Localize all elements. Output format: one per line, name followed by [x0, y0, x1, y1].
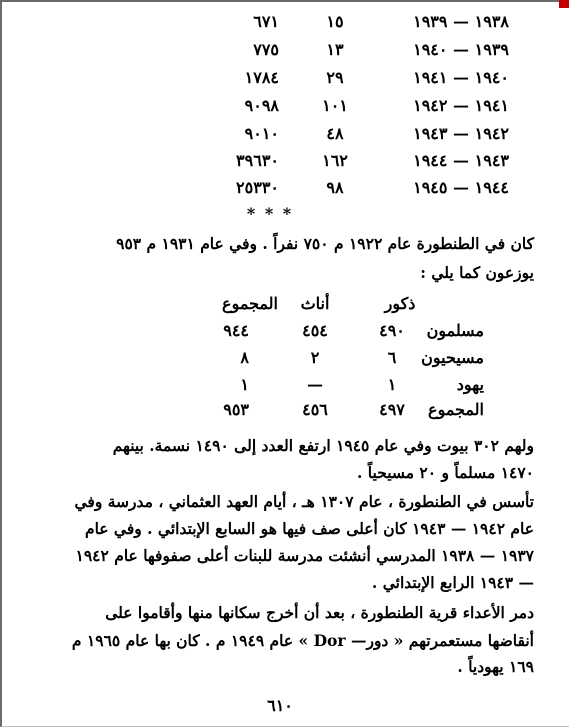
pop-row-total: ٨	[240, 348, 249, 367]
top-table-period: ١٩٤٢ — ١٩٤٣	[413, 124, 509, 143]
pop-row-label: مسلمون	[426, 321, 484, 340]
top-table-value: ٧٧٥	[253, 40, 279, 59]
pop-row-total: ٩٥٣	[223, 400, 249, 419]
pop-header-males: ذكور	[384, 294, 416, 313]
top-table-value: ١٧٨٤	[244, 68, 279, 87]
pop-row-label: مسيحيون	[421, 348, 484, 367]
top-table-period: ١٩٤٤ — ١٩٤٥	[413, 178, 509, 197]
page-number: ٦١٠	[267, 696, 293, 715]
top-table-period: ١٩٤٠ — ١٩٤١	[413, 68, 509, 87]
pop-row-females: ٤٥٦	[302, 400, 328, 419]
para4-line-1: دمر الأعداء قرية الطنطورة ، بعد أن أخرج سكانها منها وأقاموا على	[105, 603, 534, 622]
para2-line-1: ولهم ٣٠٢ بيوت وفي عام ١٩٤٥ ارتفع العدد إلى ١٤٩٠ نسمة. بينهم	[112, 436, 534, 455]
para4-line-2: أنقاضها مستعمرتهم « دور— Dor » عام ١٩٤٩ م . كان بها عام ١٩٦٥ م	[71, 631, 534, 650]
pop-row-females: ٢	[310, 348, 320, 367]
pop-row-total: ١	[240, 375, 249, 394]
top-table-period: ١٩٣٩ — ١٩٤٠	[413, 40, 509, 59]
pop-row-females: —	[307, 375, 323, 394]
pop-row-females: ٤٥٤	[302, 321, 328, 340]
top-table-count: ٤٨	[326, 124, 344, 143]
top-table-value: ٩٠١٠	[244, 124, 279, 143]
pop-row-label: يهود	[456, 375, 484, 394]
para3-line-3: ١٩٣٧ — ١٩٣٨ المدرسي أنشئت مدرسة للبنات أعلى صفوفها عام ١٩٤٢	[75, 546, 534, 565]
top-table-value: ٩٠٩٨	[244, 96, 279, 115]
top-table-count: ١٦٢	[322, 151, 348, 170]
para1-line-2: يوزعون كما يلي :	[420, 263, 534, 282]
top-table-count: ١٣	[326, 40, 344, 59]
top-table-period: ١٩٤١ — ١٩٤٢	[413, 96, 509, 115]
pop-row-males: ٦	[387, 348, 397, 367]
top-table-value: ٢٥٣٣٠	[236, 178, 279, 197]
top-table-period: ١٩٤٣ — ١٩٤٤	[413, 151, 509, 170]
pop-header-total: المجموع	[222, 294, 278, 313]
pop-row-males: ١	[387, 375, 397, 394]
top-table-count: ٩٨	[326, 178, 344, 197]
para3-line-4: — ١٩٤٣ الرابع الإبتدائي .	[371, 573, 534, 592]
section-separator: * * *	[246, 204, 294, 223]
top-table-value: ٣٩٦٣٠	[236, 151, 279, 170]
pop-row-label: المجموع	[428, 400, 484, 419]
top-table-count: ١٠١	[322, 96, 348, 115]
pop-row-males: ٤٩٠	[379, 321, 405, 340]
top-table-period: ١٩٣٨ — ١٩٣٩	[413, 12, 509, 31]
top-table-value: ٦٧١	[253, 12, 279, 31]
pop-header-females: أناث	[300, 294, 330, 313]
para3-line-1: تأسس في الطنطورة ، عام ١٣٠٧ هـ ، أيام العهد العثماني ، مدرسة وفي	[74, 492, 534, 511]
para2-line-2: ١٤٧٠ مسلماً و ٢٠ مسيحياً .	[357, 463, 534, 482]
top-table-count: ١٥	[326, 12, 344, 31]
para1-line-1: كان في الطنطورة عام ١٩٢٢ م ٧٥٠ نفراً . وفي عام ١٩٣١ م ٩٥٣	[116, 234, 534, 253]
para3-line-2: عام ١٩٤٢ — ١٩٤٣ كان أعلى صف فيها هو السابع الإبتدائي . وفي عام	[84, 519, 534, 538]
para4-line-3: ١٦٩ يهودياً .	[457, 657, 534, 676]
top-table-count: ٢٩	[326, 68, 344, 87]
pop-row-total: ٩٤٤	[223, 321, 249, 340]
pop-row-males: ٤٩٧	[379, 400, 405, 419]
corner-scan-mark	[559, 0, 569, 8]
